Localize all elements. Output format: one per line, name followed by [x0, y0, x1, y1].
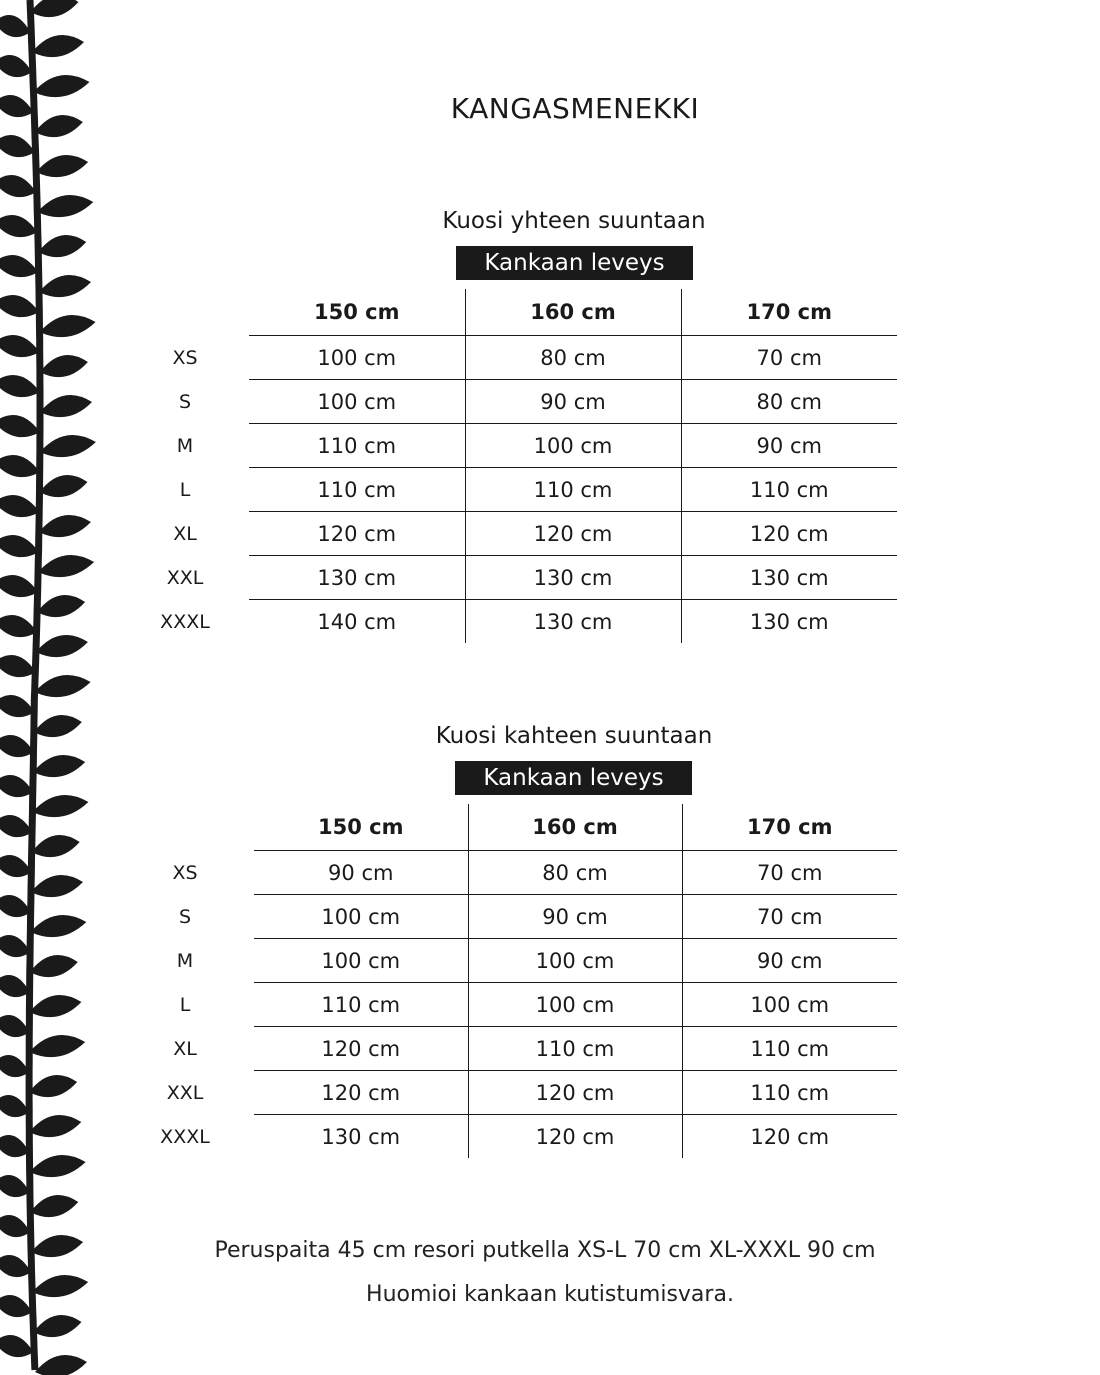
table-cell: 90 cm: [465, 380, 681, 424]
table-cell: 100 cm: [682, 983, 897, 1027]
table-row: [249, 512, 897, 556]
table-cell: 130 cm: [465, 556, 681, 600]
table-cell: 110 cm: [682, 1071, 897, 1115]
table-row: [249, 336, 897, 380]
table-cell: 120 cm: [249, 512, 465, 556]
size-label: S: [178, 906, 192, 928]
table-cell: 140 cm: [249, 600, 465, 644]
table-cell: 70 cm: [682, 851, 897, 895]
table-cell: 100 cm: [254, 895, 468, 939]
table-cell: 70 cm: [681, 336, 897, 380]
size-label: L: [179, 479, 191, 501]
table-cell: 110 cm: [249, 424, 465, 468]
header-row: [249, 289, 897, 336]
note-line: Huomioi kankaan kutistumisvara.: [366, 1282, 734, 1307]
column-header: 160 cm: [465, 289, 681, 336]
table-cell: 120 cm: [468, 1115, 682, 1159]
table-row: [254, 851, 897, 895]
fabric-width-label: Kankaan leveys: [455, 761, 692, 795]
note-line: Peruspaita 45 cm resori putkella XS-L 70 cm XL-XXXL 90 cm: [214, 1238, 876, 1263]
table-cell: 110 cm: [254, 983, 468, 1027]
size-label: M: [176, 435, 194, 457]
table-cell: 130 cm: [681, 600, 897, 644]
table-cell: 120 cm: [254, 1027, 468, 1071]
size-label: L: [179, 994, 191, 1016]
table-cell: 90 cm: [468, 895, 682, 939]
fabric-table: [249, 289, 897, 643]
section-heading: Kuosi kahteen suuntaan: [435, 723, 713, 749]
table-cell: 110 cm: [682, 1027, 897, 1071]
table-cell: 90 cm: [682, 939, 897, 983]
table-row: [254, 1071, 897, 1115]
table-cell: 100 cm: [254, 939, 468, 983]
size-label: M: [176, 950, 194, 972]
size-label: XS: [172, 347, 198, 369]
table-cell: 80 cm: [681, 380, 897, 424]
size-column: [155, 336, 215, 644]
table-cell: 130 cm: [254, 1115, 468, 1159]
table-cell: 90 cm: [254, 851, 468, 895]
leaf-vine-icon: [0, 0, 125, 1375]
table-cell: 110 cm: [681, 468, 897, 512]
fabric-width-label: Kankaan leveys: [456, 246, 693, 280]
fabric-table: [254, 804, 897, 1158]
table-row: [254, 1027, 897, 1071]
table-row: [254, 983, 897, 1027]
table-cell: 130 cm: [465, 600, 681, 644]
table-cell: 80 cm: [465, 336, 681, 380]
table-row: [249, 600, 897, 644]
header-row: [254, 804, 897, 851]
size-label: S: [178, 391, 192, 413]
table-row: [254, 939, 897, 983]
table-cell: 110 cm: [249, 468, 465, 512]
table-cell: 120 cm: [465, 512, 681, 556]
table-cell: 120 cm: [468, 1071, 682, 1115]
table-cell: 130 cm: [249, 556, 465, 600]
table-cell: 100 cm: [465, 424, 681, 468]
table-cell: 100 cm: [468, 939, 682, 983]
column-header: 150 cm: [254, 804, 468, 851]
table-cell: 110 cm: [468, 1027, 682, 1071]
table-row: [249, 424, 897, 468]
table-cell: 110 cm: [465, 468, 681, 512]
size-label: XL: [173, 1038, 197, 1060]
table-cell: 100 cm: [468, 983, 682, 1027]
size-label: XS: [172, 862, 198, 884]
table-cell: 130 cm: [681, 556, 897, 600]
size-label: XXL: [166, 567, 204, 589]
table-cell: 100 cm: [249, 380, 465, 424]
page-title: KANGASMENEKKI: [450, 92, 700, 125]
table-cell: 120 cm: [682, 1115, 897, 1159]
size-label: XL: [173, 523, 197, 545]
table-cell: 120 cm: [681, 512, 897, 556]
column-header: 160 cm: [468, 804, 682, 851]
size-label: XXXL: [160, 611, 210, 633]
size-label: XXL: [166, 1082, 204, 1104]
table-cell: 90 cm: [681, 424, 897, 468]
column-header: 170 cm: [747, 815, 833, 839]
table-cell: 70 cm: [682, 895, 897, 939]
table-cell: 100 cm: [249, 336, 465, 380]
table-row: [249, 468, 897, 512]
size-column: [155, 851, 215, 1159]
table-cell: 120 cm: [254, 1071, 468, 1115]
column-header: 150 cm: [249, 289, 465, 336]
table-row: [254, 895, 897, 939]
column-header: 170 cm: [746, 300, 832, 324]
table-row: [249, 556, 897, 600]
table-row: [254, 1115, 897, 1159]
table-cell: 80 cm: [468, 851, 682, 895]
size-label: XXXL: [160, 1126, 210, 1148]
table-row: [249, 380, 897, 424]
section-heading: Kuosi yhteen suuntaan: [442, 208, 706, 234]
